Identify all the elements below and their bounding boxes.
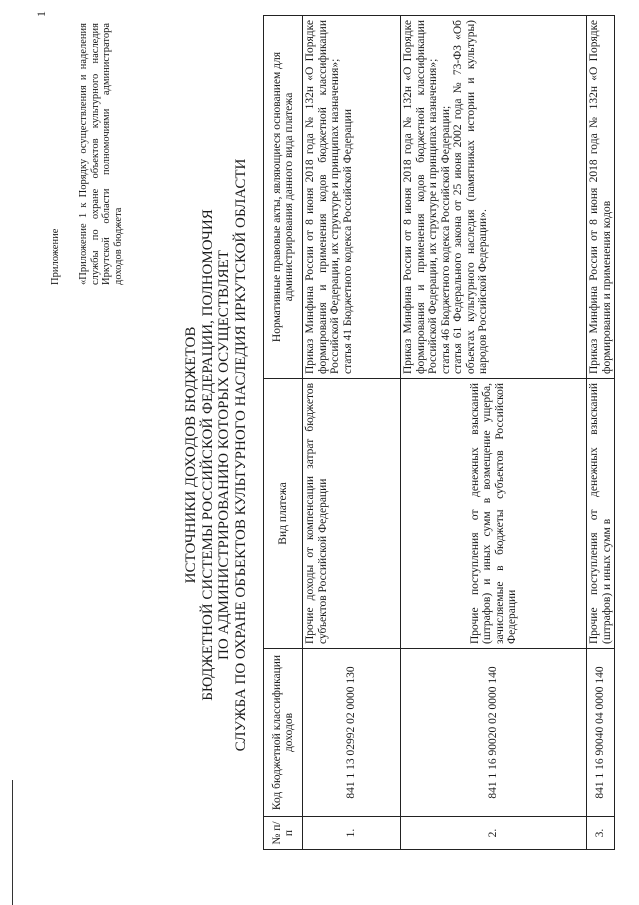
basis-line: статья 61 Федерального закона от 25 июня 2002 года № 73-ФЗ «Об объектах культурного наследия (памятниках истории и культуры) народов Российской Федерации». bbox=[452, 20, 489, 374]
row-num: 2. bbox=[401, 817, 587, 850]
scan-edge-line bbox=[12, 780, 13, 905]
row-payment: Прочие поступления от денежных взысканий (штрафов) и иных сумм в возмещение ущерба, зачисляемые в бюджеты субъектов Российской Федерации bbox=[401, 379, 587, 649]
appendix-title: Приложение bbox=[50, 228, 61, 285]
row-basis bbox=[303, 16, 401, 379]
appendix-text: «Приложение 1 к Порядку осуществления и наделения службы по охране объектов культурного наследия Иркутской области полномочиями администратора доходов бюджета bbox=[77, 23, 125, 285]
row-basis bbox=[401, 16, 587, 379]
revenue-sources-table bbox=[263, 15, 615, 850]
heading-line: БЮДЖЕТНОЙ СИСТЕМЫ РОССИЙСКОЙ ФЕДЕРАЦИИ, ПОЛНОМОЧИЯ bbox=[199, 209, 216, 701]
heading-line: ПО АДМИНИСТРИРОВАНИЮ КОТОРЫХ ОСУЩЕСТВЛЯЕТ bbox=[216, 250, 232, 660]
basis-line: статья 46 Бюджетного кодекса Российской Федерации; bbox=[439, 105, 452, 374]
header-basis: Нормативные правовые акты, являющиеся основанием для администрирования данного вида платежа bbox=[264, 16, 303, 379]
basis-line: Приказ Минфина России от 8 июня 2018 года № 132н «О Порядке формирования и применения кодов бюджетной классификации Российской Федерации, их структуре и принципах назначения»; bbox=[304, 20, 341, 374]
table-header-row bbox=[264, 16, 303, 850]
page-number: 1 bbox=[34, 11, 48, 17]
table-row bbox=[303, 16, 401, 850]
table-row bbox=[401, 16, 587, 850]
basis-line: статья 41 Бюджетного кодекса Российской Федерации bbox=[341, 109, 354, 374]
row-basis bbox=[587, 16, 615, 379]
header-payment: Вид платежа bbox=[264, 379, 303, 649]
row-num: 1. bbox=[303, 817, 401, 850]
document-heading bbox=[183, 125, 249, 785]
header-num: № п/п bbox=[264, 817, 303, 850]
basis-line: Приказ Минфина России от 8 июня 2018 года № 132н «О Порядке формирования и применения кодов бюджетной классификации Российской Федерации, их структуре и принципах назначения»; bbox=[402, 20, 439, 374]
header-code: Код бюджетной классификации доходов bbox=[264, 649, 303, 817]
table-row bbox=[587, 16, 615, 850]
row-code: 841 1 13 02992 02 0000 130 bbox=[303, 649, 401, 817]
row-payment: Прочие доходы от компенсации затрат бюджетов субъектов Российской Федерации bbox=[303, 379, 401, 649]
row-code: 841 1 16 90040 04 0000 140 bbox=[587, 649, 615, 817]
row-num: 3. bbox=[587, 817, 615, 850]
row-payment: Прочие поступления от денежных взысканий (штрафов) и иных сумм в bbox=[587, 379, 615, 649]
basis-line: Приказ Минфина России от 8 июня 2018 года № 132н «О Порядке формирования и применения кодов bbox=[588, 20, 613, 374]
heading-line: ИСТОЧНИКИ ДОХОДОВ БЮДЖЕТОВ bbox=[183, 326, 199, 584]
row-code: 841 1 16 90020 02 0000 140 bbox=[401, 649, 587, 817]
heading-line: СЛУЖБА ПО ОХРАНЕ ОБЪЕКТОВ КУЛЬТУРНОГО НАСЛЕДИЯ ИРКУТСКОЙ ОБЛАСТИ bbox=[232, 158, 249, 752]
appendix-note bbox=[50, 23, 125, 285]
